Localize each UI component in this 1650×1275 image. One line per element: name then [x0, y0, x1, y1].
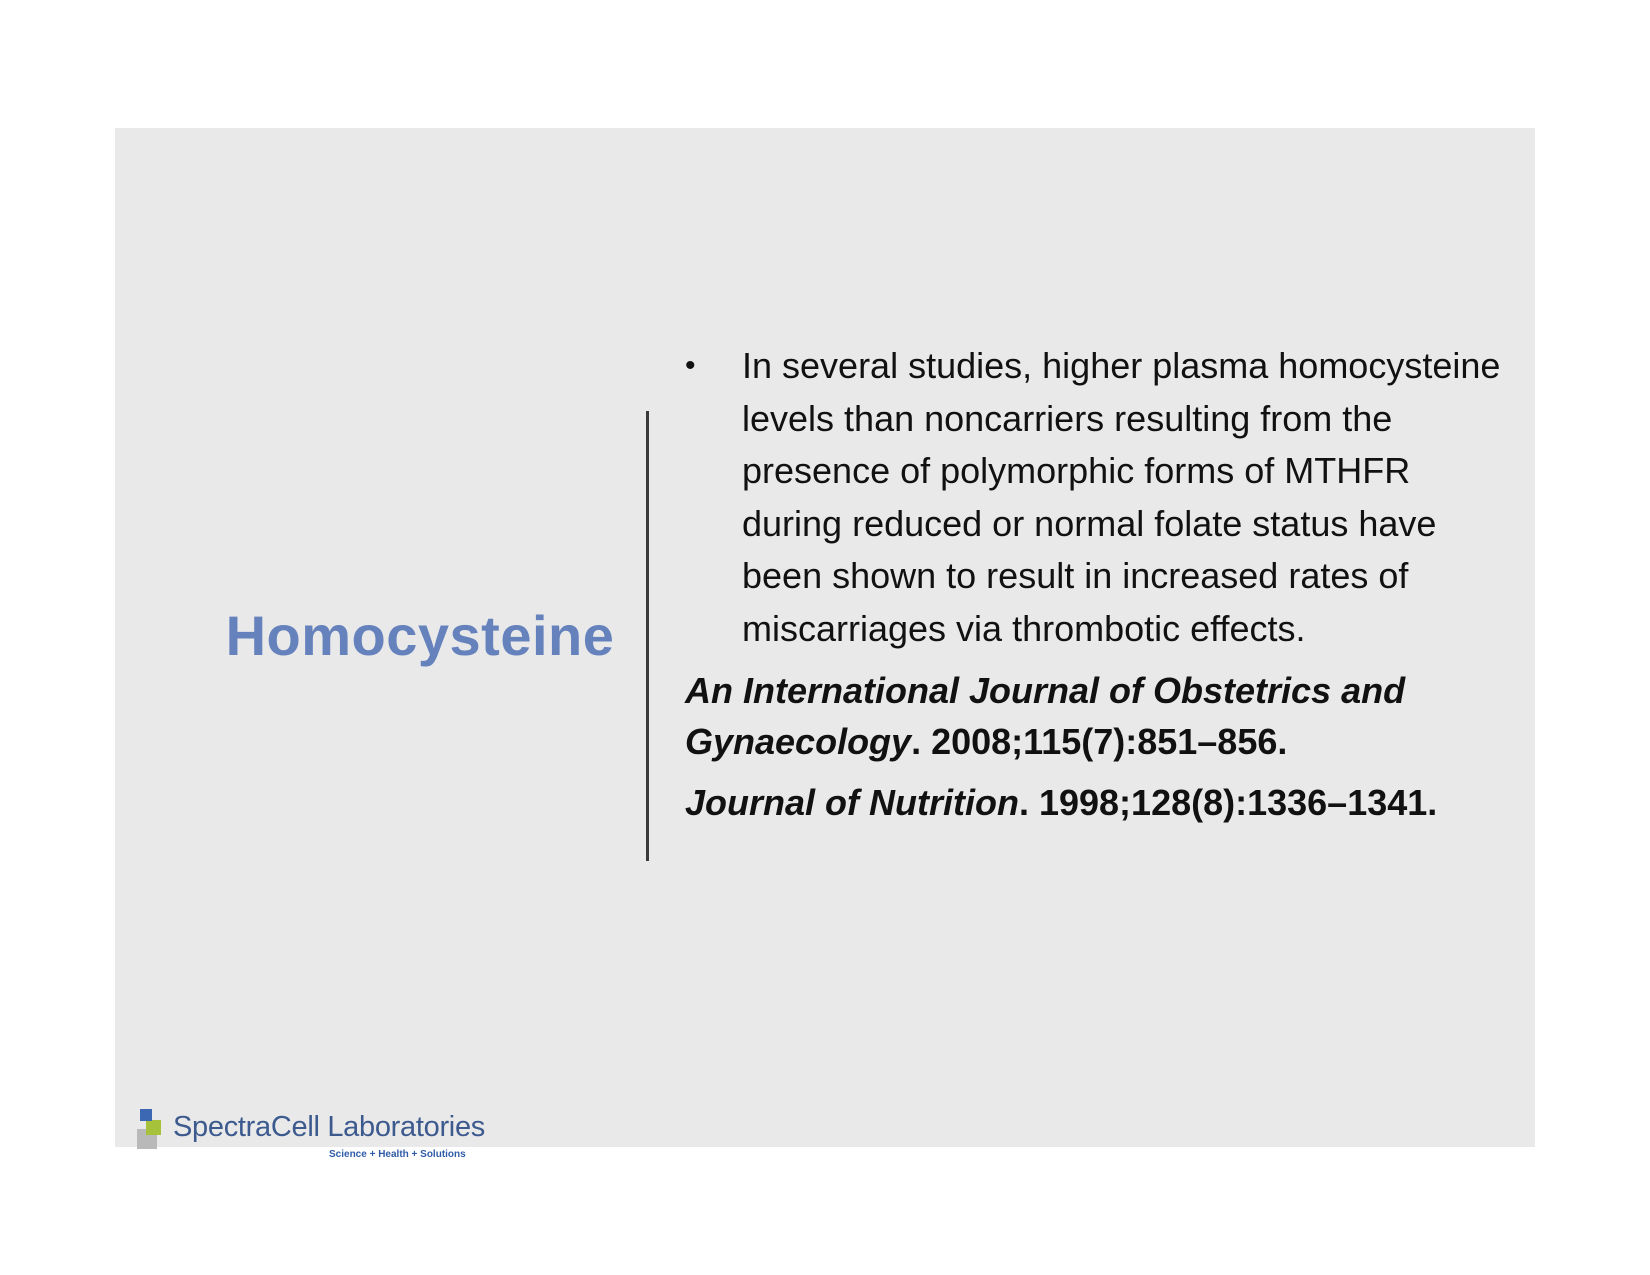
- reference-1: [685, 665, 1515, 767]
- bullet-text: In several studies, higher plasma homocysteine levels than noncarriers resulting from the presence of polymorphic forms of MTHFR during reduced or normal folate status have been shown to result in increased rates of miscarriages via thrombotic effects.: [742, 345, 1501, 649]
- reference-1-journal: An International Journal of Obstetrics and Gynaecology: [685, 670, 1406, 762]
- bullet-icon: •: [685, 349, 696, 382]
- logo-tagline: Science + Health + Solutions: [329, 1149, 466, 1160]
- reference-2-citation: . 1998;128(8):1336–1341.: [1018, 782, 1438, 823]
- reference-2-journal: Journal of Nutrition: [685, 782, 1019, 823]
- reference-2: [685, 777, 1515, 828]
- logo-squares-icon: [137, 1109, 167, 1154]
- reference-1-citation: . 2008;115(7):851–856.: [911, 721, 1288, 762]
- company-logo: [137, 1109, 497, 1164]
- logo-name: SpectraCell Laboratories: [173, 1111, 485, 1143]
- bullet-point: [685, 340, 1515, 655]
- slide-panel: [115, 128, 1535, 1147]
- vertical-divider: [646, 411, 649, 861]
- slide-content: [685, 340, 1515, 828]
- slide-title: Homocysteine: [225, 604, 615, 667]
